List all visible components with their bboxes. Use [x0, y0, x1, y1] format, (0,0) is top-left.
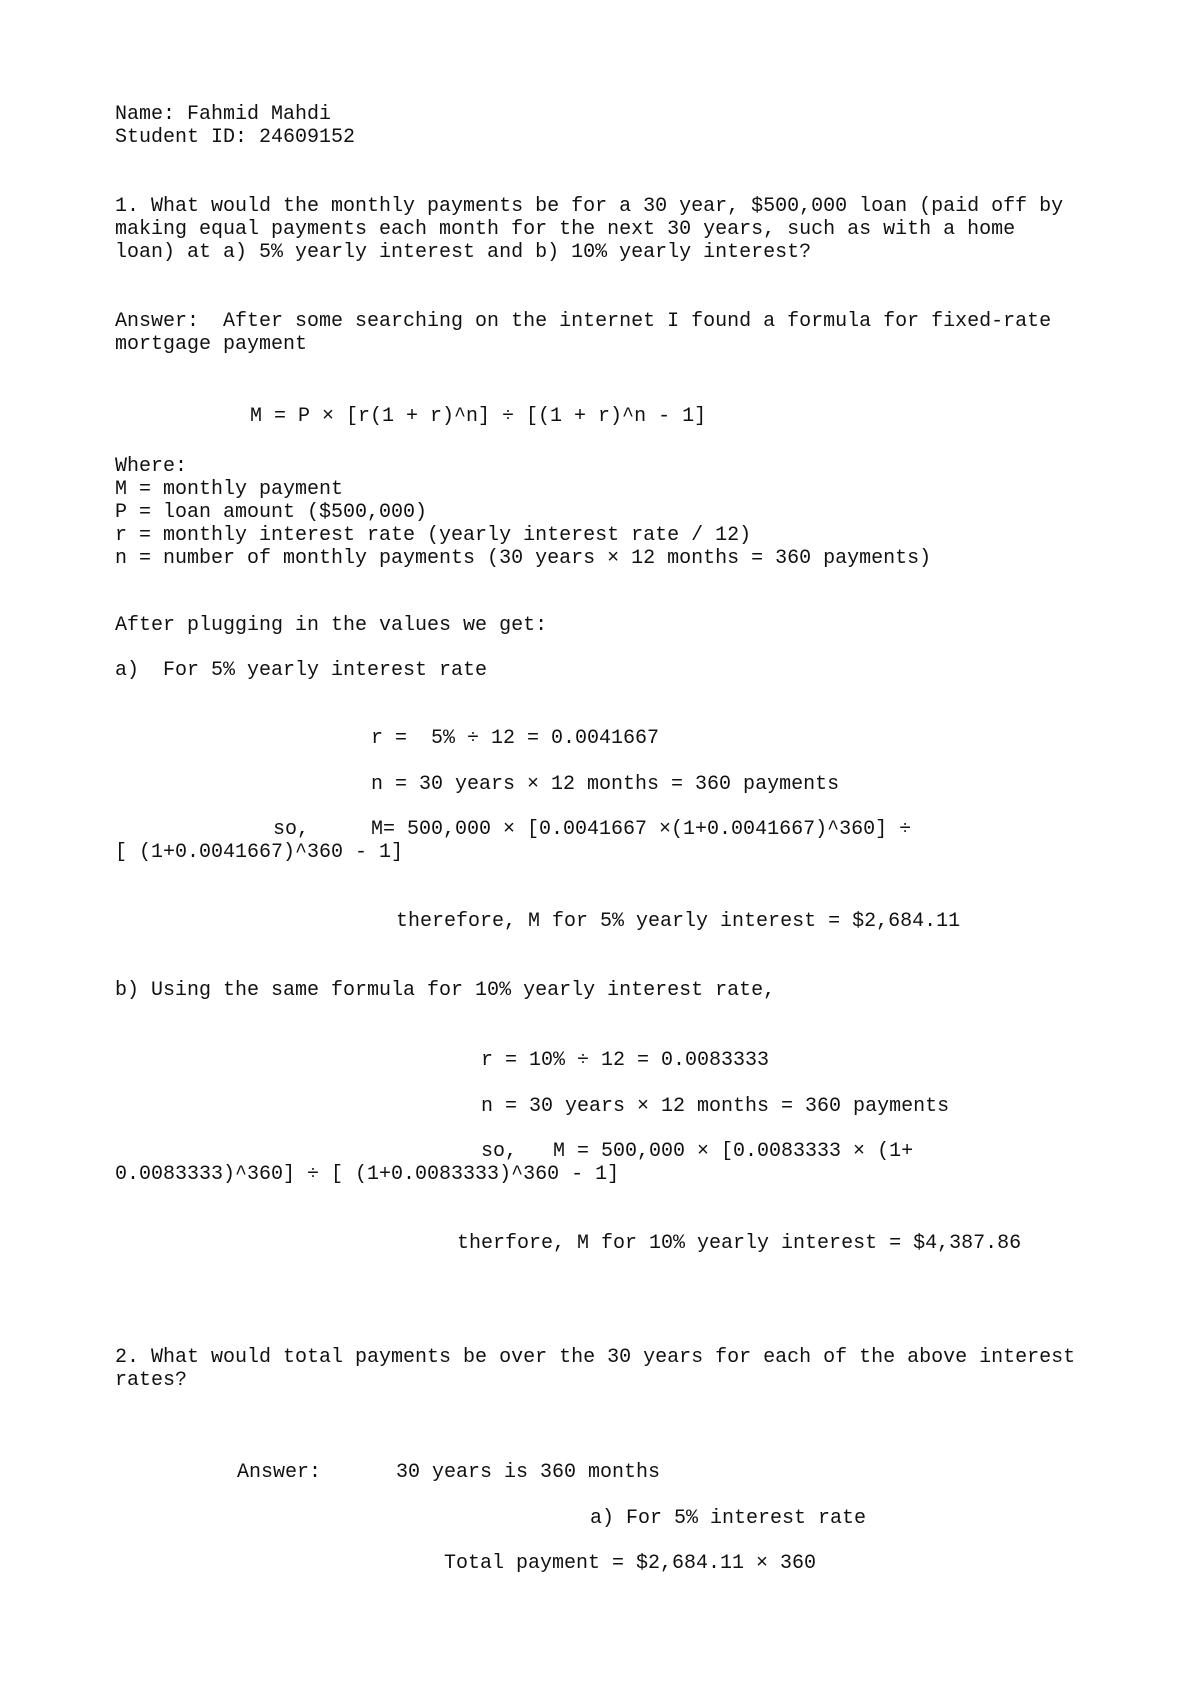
part-a-heading: a) For 5% yearly interest rate [115, 659, 488, 682]
answer-2-months: 30 years is 360 months [396, 1461, 661, 1484]
question-1-line-1: 1. What would the monthly payments be for a 30 year, $500,000 loan (paid off by [115, 195, 1064, 218]
part-a-m-formula-line-2: [ (1+0.0041667)^360 - 1] [115, 841, 404, 864]
part-a-so-label: so, [273, 818, 310, 841]
where-r-definition: r = monthly interest rate (yearly interest rate / 12) [115, 524, 752, 547]
part-b-r-calculation: r = 10% ÷ 12 = 0.0083333 [481, 1049, 770, 1072]
question-2-line-2: rates? [115, 1369, 188, 1392]
part-b-m-formula-line-2: 0.0083333)^360] ÷ [ (1+0.0083333)^360 - 1] [115, 1163, 620, 1186]
part-b-result: therfore, M for 10% yearly interest = $4,387.86 [457, 1232, 1022, 1255]
answer-2-part-a-heading: a) For 5% interest rate [590, 1507, 867, 1530]
where-n-definition: n = number of monthly payments (30 years × 12 months = 360 payments) [115, 547, 932, 570]
part-a-result: therefore, M for 5% yearly interest = $2,684.11 [396, 910, 961, 933]
where-heading: Where: [115, 455, 188, 478]
part-a-m-formula-line-1: M= 500,000 × [0.0041667 ×(1+0.0041667)^360] ÷ [371, 818, 912, 841]
answer-2-label: Answer: [237, 1461, 322, 1484]
where-m-definition: M = monthly payment [115, 478, 344, 501]
part-b-heading: b) Using the same formula for 10% yearly interest rate, [115, 979, 776, 1002]
question-1-line-3: loan) at a) 5% yearly interest and b) 10% yearly interest? [115, 241, 812, 264]
student-id: Student ID: 24609152 [115, 126, 356, 149]
answer-1-intro-line-2: mortgage payment [115, 333, 308, 356]
answer-1-intro-line-1: Answer: After some searching on the internet I found a formula for fixed-rate [115, 310, 1052, 333]
part-a-n-calculation: n = 30 years × 12 months = 360 payments [371, 773, 840, 796]
student-name: Name: Fahmid Mahdi [115, 103, 332, 126]
answer-2-total-payment: Total payment = $2,684.11 × 360 [444, 1552, 817, 1575]
question-1-line-2: making equal payments each month for the next 30 years, such as with a home [115, 218, 1016, 241]
mortgage-formula: M = P × [r(1 + r)^n] ÷ [(1 + r)^n - 1] [250, 405, 707, 428]
part-b-n-calculation: n = 30 years × 12 months = 360 payments [481, 1095, 950, 1118]
question-2-line-1: 2. What would total payments be over the 30 years for each of the above interest [115, 1346, 1076, 1369]
part-b-m-formula-line-1: so, M = 500,000 × [0.0083333 × (1+ [481, 1140, 914, 1163]
where-p-definition: P = loan amount ($500,000) [115, 501, 428, 524]
plug-in-sentence: After plugging in the values we get: [115, 614, 548, 637]
part-a-r-calculation: r = 5% ÷ 12 = 0.0041667 [371, 727, 660, 750]
